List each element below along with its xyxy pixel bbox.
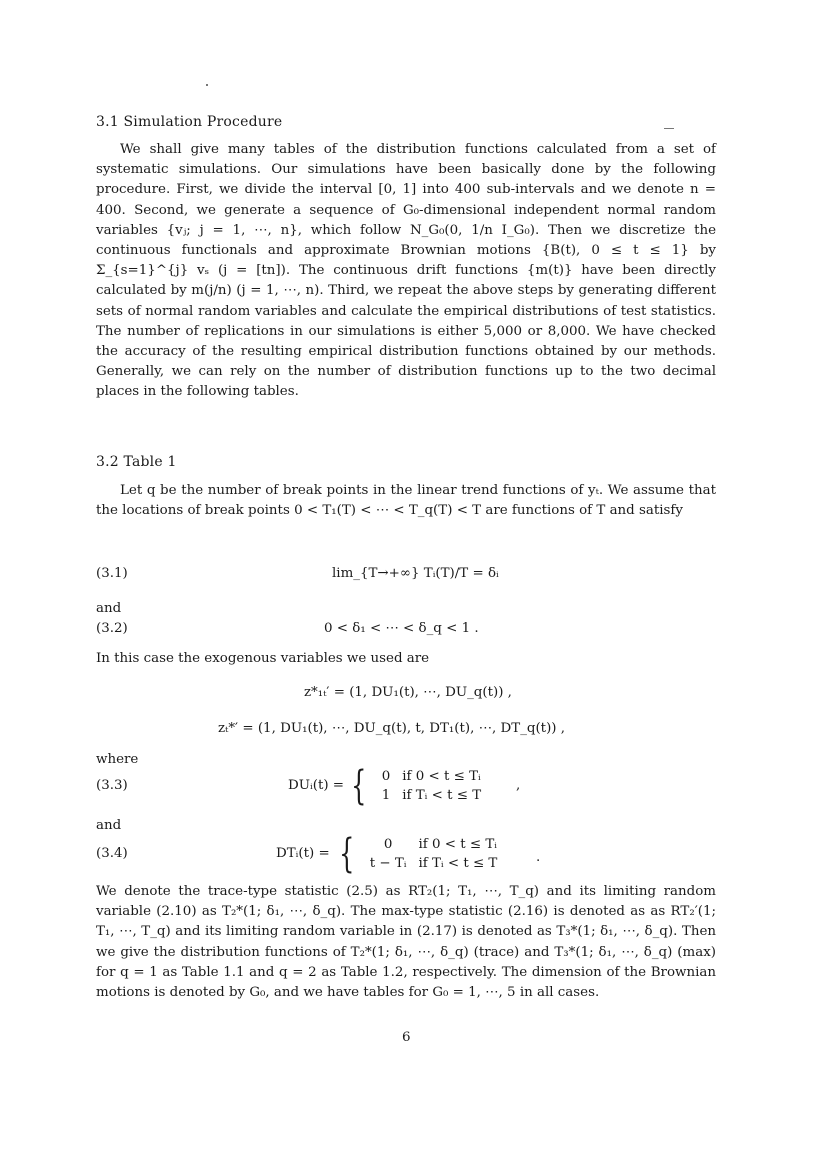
equation-expression: zₜ*′ = (1, DU₁(t), ⋯, DU_q(t), t, DT₁(t), ⋯, DT_q(t)) , — [218, 721, 566, 736]
left-brace: { — [351, 763, 367, 809]
equation-3-4 — [96, 831, 716, 878]
cases-table — [376, 767, 487, 805]
paragraph-closing: We denote the trace-type statistic (2.5) as RT₂(1; T₁, ⋯, T_q) and its limiting random variable (2.10) as T₂*(1; δ₁, ⋯, δ_q). The max-type statistic (2.16) is denoted as as RT₂′(1; T₁, ⋯, T_q) and its limiting random variable in (2.17) is denoted as T₃*(1; δ₁, ⋯, δ_q). Then we give the distribution functions of T₂*(1; δ₁, ⋯, δ_q) (trace) and T₃*(1; δ₁, ⋯, δ_q) (max) for q = 1 as Table 1.1 and q = 2 as Table 1.2, respectively. The dimension of the Brownian motions is denoted by G₀, and we have tables for G₀ = 1, ⋯, 5 in all cases. — [96, 884, 716, 1001]
cases-table — [364, 835, 504, 873]
connector-and-1: and — [96, 601, 122, 616]
case-condition: if 0 < t ≤ Tᵢ — [418, 837, 497, 852]
left-brace: { — [339, 831, 355, 877]
equation-cases — [346, 763, 487, 809]
equation-number: (3.2) — [96, 621, 128, 636]
equation-3-2 — [96, 621, 716, 643]
equation-cases — [334, 831, 503, 877]
paragraph-intro: Let q be the number of break points in the linear trend functions of yₜ. We assume that the locations of break points 0 < T₁(T) < ⋯ < T_q(T) < T are functions of T and satisfy — [96, 483, 716, 519]
equation-z2 — [96, 721, 716, 743]
case-condition: if Tᵢ < t ≤ T — [402, 788, 482, 803]
page-number: 6 — [402, 1030, 411, 1045]
equation-expression: lim_{T→+∞} Tᵢ(T)/T = δᵢ — [332, 566, 499, 581]
case-condition: if Tᵢ < t ≤ T — [418, 856, 498, 871]
equation-number: (3.4) — [96, 846, 128, 861]
case-value: t − Tᵢ — [369, 856, 407, 871]
paragraph-simulation: We shall give many tables of the distribution functions calculated from a set of systematic simulations. Our simulations have been basically done by the following procedure. First, we divide the interval [0, 1] into 400 sub-intervals and we denote n = 400. Second, we generate a sequence of G₀-dimensional independent normal random variables {vⱼ; j = 1, ⋯, n}, which follow N_G₀(0, 1/n I_G₀). Then we discretize the continuous functionals and approximate Brownian motions {B(t), 0 ≤ t ≤ 1} by Σ_{s=1}^{j} vₛ (j = [tn]). The continuous drift functions {m(t)} have been directly calculated by m(j/n) (j = 1, ⋯, n). Third, we repeat the above steps by generating different sets of normal random variables and calculate the empirical distributions of test statistics. The number of replications in our simulations is either 5,000 or 8,000. We have checked the accuracy of the resulting empirical distribution functions obtained by our methods. Generally, we can rely on the number of distribution functions up to the two decimal places in the following tables. — [96, 142, 716, 400]
equation-number: (3.3) — [96, 778, 128, 793]
equation-z1 — [96, 685, 716, 707]
case-value: 0 — [381, 769, 391, 784]
equation-lhs: DTᵢ(t) = — [276, 846, 330, 861]
section-title-table1: 3.2 Table 1 — [96, 454, 177, 470]
equation-lhs: DUᵢ(t) = — [288, 778, 345, 793]
paper-page — [96, 0, 716, 1170]
section-title-simulation: 3.1 Simulation Procedure — [96, 114, 283, 130]
case-condition: if 0 < t ≤ Tᵢ — [402, 769, 481, 784]
case-value: 0 — [383, 837, 393, 852]
equation-3-1 — [96, 566, 716, 588]
equation-number: (3.1) — [96, 566, 128, 581]
equation-expression: z*₁ₜ′ = (1, DU₁(t), ⋯, DU_q(t)) , — [304, 685, 512, 700]
connector-where: where — [96, 752, 139, 767]
equation-tail: , — [516, 778, 521, 793]
equation-tail: . — [536, 850, 541, 865]
equation-expression: 0 < δ₁ < ⋯ < δ_q < 1 . — [324, 621, 479, 636]
paragraph-exogenous: In this case the exogenous variables we used are — [96, 651, 430, 666]
case-value: 1 — [381, 788, 391, 803]
equation-3-3 — [96, 763, 716, 810]
connector-and-2: and — [96, 818, 122, 833]
